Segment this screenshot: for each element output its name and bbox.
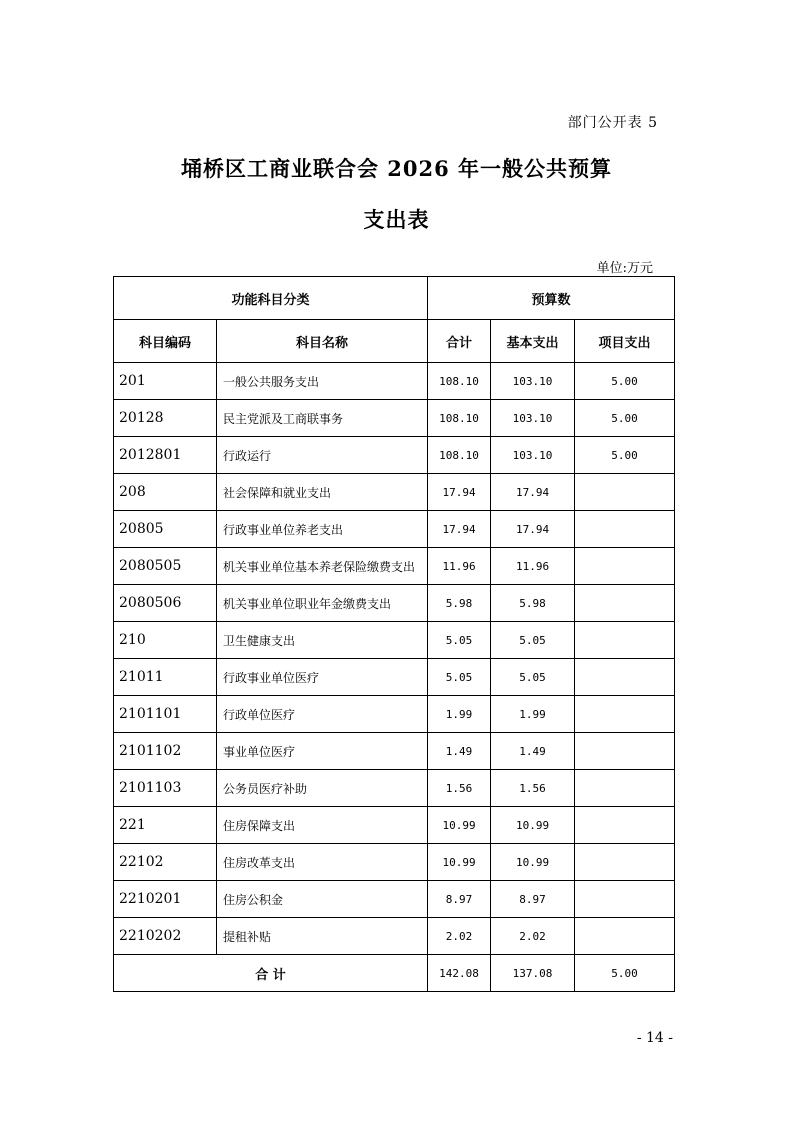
row-total: 8.97 [428, 881, 491, 918]
group-budget-header: 预算数 [428, 277, 675, 320]
row-basic: 8.97 [491, 881, 575, 918]
row-code: 2080505 [114, 548, 217, 585]
budget-table [113, 276, 675, 992]
row-basic: 17.94 [491, 511, 575, 548]
row-project: 5.00 [575, 400, 675, 437]
total-label: 合 计 [114, 955, 428, 992]
row-name: 一般公共服务支出 [217, 363, 428, 400]
table-row [114, 474, 675, 511]
col-project-header: 项目支出 [575, 320, 675, 363]
table-row [114, 659, 675, 696]
row-code: 210 [114, 622, 217, 659]
row-basic: 10.99 [491, 844, 575, 881]
row-code: 21011 [114, 659, 217, 696]
table-row [114, 585, 675, 622]
row-total: 108.10 [428, 437, 491, 474]
row-project [575, 770, 675, 807]
row-total: 11.96 [428, 548, 491, 585]
row-project [575, 918, 675, 955]
table-row [114, 770, 675, 807]
col-total-header: 合计 [428, 320, 491, 363]
group-functional-header: 功能科目分类 [114, 277, 428, 320]
table-row [114, 918, 675, 955]
row-basic: 2.02 [491, 918, 575, 955]
row-code: 2080506 [114, 585, 217, 622]
row-project [575, 844, 675, 881]
unit-label: 单位:万元 [596, 261, 653, 276]
header-column-row [114, 320, 675, 363]
table-row [114, 844, 675, 881]
row-project: 5.00 [575, 363, 675, 400]
row-basic: 103.10 [491, 363, 575, 400]
row-code: 20805 [114, 511, 217, 548]
col-name-header: 科目名称 [217, 320, 428, 363]
col-code-header: 科目编码 [114, 320, 217, 363]
row-code: 2012801 [114, 437, 217, 474]
row-project [575, 696, 675, 733]
row-name: 事业单位医疗 [217, 733, 428, 770]
table-row [114, 733, 675, 770]
page-title: 埇桥区工商业联合会 2026 年一般公共预算 [180, 156, 613, 181]
table-row [114, 696, 675, 733]
row-code: 22102 [114, 844, 217, 881]
row-code: 2210202 [114, 918, 217, 955]
row-project [575, 585, 675, 622]
total-sum: 142.08 [428, 955, 491, 992]
page-number: - 14 - [636, 1030, 673, 1046]
row-basic: 1.56 [491, 770, 575, 807]
row-name: 提租补贴 [217, 918, 428, 955]
row-total: 5.98 [428, 585, 491, 622]
row-name: 机关事业单位职业年金缴费支出 [217, 585, 428, 622]
row-total: 5.05 [428, 659, 491, 696]
total-row [114, 955, 675, 992]
row-name: 住房改革支出 [217, 844, 428, 881]
table-row [114, 511, 675, 548]
row-project [575, 881, 675, 918]
row-basic: 103.10 [491, 400, 575, 437]
row-total: 1.49 [428, 733, 491, 770]
table-row [114, 622, 675, 659]
row-code: 2101101 [114, 696, 217, 733]
row-name: 卫生健康支出 [217, 622, 428, 659]
row-project [575, 474, 675, 511]
row-code: 201 [114, 363, 217, 400]
row-code: 2101102 [114, 733, 217, 770]
row-name: 行政单位医疗 [217, 696, 428, 733]
row-name: 公务员医疗补助 [217, 770, 428, 807]
table-reference: 部门公开表 5 [567, 115, 658, 131]
table-row [114, 400, 675, 437]
row-project [575, 807, 675, 844]
row-code: 208 [114, 474, 217, 511]
row-total: 17.94 [428, 474, 491, 511]
row-total: 2.02 [428, 918, 491, 955]
row-total: 10.99 [428, 807, 491, 844]
page-subtitle: 支出表 [363, 207, 430, 232]
header-group-row [114, 277, 675, 320]
row-name: 住房公积金 [217, 881, 428, 918]
row-basic: 5.98 [491, 585, 575, 622]
table-row [114, 363, 675, 400]
row-basic: 11.96 [491, 548, 575, 585]
row-basic: 17.94 [491, 474, 575, 511]
row-total: 17.94 [428, 511, 491, 548]
row-basic: 5.05 [491, 622, 575, 659]
row-basic: 1.99 [491, 696, 575, 733]
row-code: 20128 [114, 400, 217, 437]
table-row [114, 881, 675, 918]
row-name: 行政运行 [217, 437, 428, 474]
table-row [114, 807, 675, 844]
row-code: 221 [114, 807, 217, 844]
row-name: 行政事业单位医疗 [217, 659, 428, 696]
row-basic: 1.49 [491, 733, 575, 770]
total-basic: 137.08 [491, 955, 575, 992]
table-row [114, 437, 675, 474]
row-name: 机关事业单位基本养老保险缴费支出 [217, 548, 428, 585]
row-total: 10.99 [428, 844, 491, 881]
row-name: 住房保障支出 [217, 807, 428, 844]
row-total: 108.10 [428, 363, 491, 400]
row-project [575, 548, 675, 585]
row-code: 2101103 [114, 770, 217, 807]
total-project: 5.00 [575, 955, 675, 992]
row-total: 108.10 [428, 400, 491, 437]
row-basic: 103.10 [491, 437, 575, 474]
row-basic: 10.99 [491, 807, 575, 844]
row-name: 行政事业单位养老支出 [217, 511, 428, 548]
table-row [114, 548, 675, 585]
row-total: 5.05 [428, 622, 491, 659]
row-name: 民主党派及工商联事务 [217, 400, 428, 437]
row-total: 1.99 [428, 696, 491, 733]
row-project [575, 659, 675, 696]
col-basic-header: 基本支出 [491, 320, 575, 363]
row-code: 2210201 [114, 881, 217, 918]
row-project [575, 511, 675, 548]
row-basic: 5.05 [491, 659, 575, 696]
row-project [575, 622, 675, 659]
row-project: 5.00 [575, 437, 675, 474]
row-project [575, 733, 675, 770]
row-total: 1.56 [428, 770, 491, 807]
row-name: 社会保障和就业支出 [217, 474, 428, 511]
